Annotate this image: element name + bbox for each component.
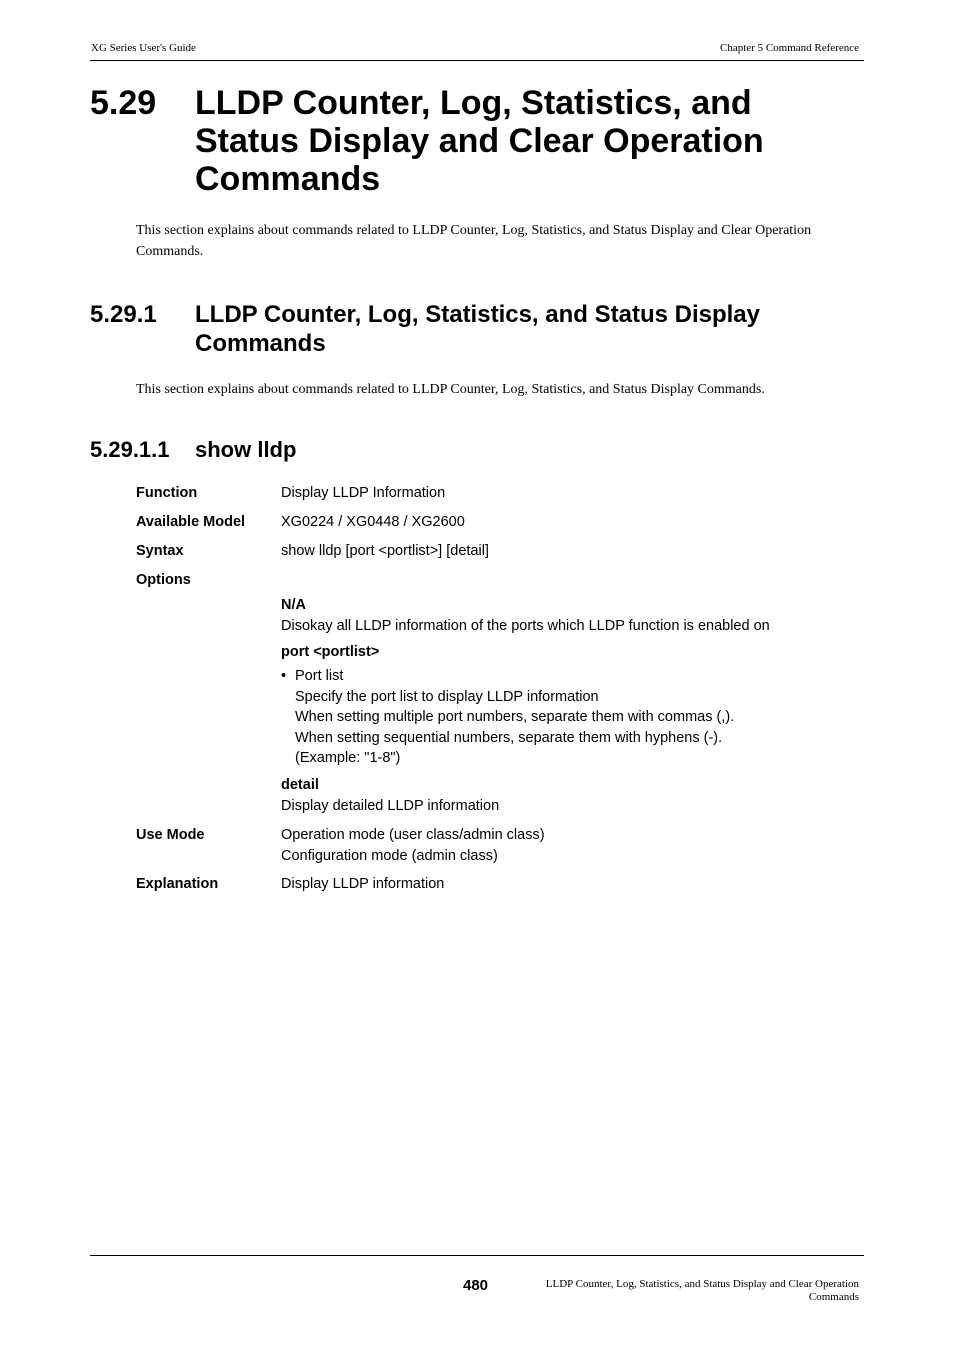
explanation-label: Explanation (136, 876, 219, 892)
usemode-value (281, 825, 545, 866)
port-line: Port list (295, 668, 344, 684)
running-footer-line: LLDP Counter, Log, Statistics, and Status Display and Clear Operation (545, 1278, 859, 1290)
port-line: (Example: "1-8") (295, 750, 401, 766)
model-value: XG0224 / XG0448 / XG2600 (281, 514, 465, 530)
options-label: Options (136, 572, 191, 588)
function-label: Function (136, 485, 198, 501)
syntax-label: Syntax (136, 543, 184, 559)
option-port-lines (295, 666, 835, 769)
section-number: 5.29 (90, 84, 157, 122)
section-intro: This section explains about commands related to LLDP Counter, Log, Statistics, and Status Display and Clear Operation Commands. (136, 223, 812, 259)
running-header-left: XG Series User's Guide (91, 42, 196, 54)
option-detail-description: Display detailed LLDP information (281, 798, 500, 814)
command-number: 5.29.1.1 (90, 437, 170, 462)
usemode-line: Operation mode (user class/admin class) (281, 827, 545, 843)
usemode-label: Use Mode (136, 827, 205, 843)
command-title: show lldp (195, 437, 297, 462)
option-na-description: Disokay all LLDP information of the ports which LLDP function is enabled on (281, 618, 770, 634)
function-value: Display LLDP Information (281, 485, 446, 501)
subsection-title: LLDP Counter, Log, Statistics, and Status Display Commands (195, 301, 760, 357)
usemode-line: Configuration mode (admin class) (281, 847, 498, 864)
subsection-intro: This section explains about commands related to LLDP Counter, Log, Statistics, and Status Display Commands. (136, 382, 765, 397)
section-title: LLDP Counter, Log, Statistics, and Status Display and Clear Operation Commands (195, 84, 764, 198)
port-line: When setting multiple port numbers, separate them with commas (,). (295, 709, 735, 725)
explanation-value: Display LLDP information (281, 876, 445, 892)
running-header-right: Chapter 5 Command Reference (720, 42, 859, 54)
port-line: When setting sequential numbers, separate them with hyphens (-). (295, 729, 723, 746)
port-line: Specify the port list to display LLDP information (295, 688, 599, 705)
syntax-value: show lldp [port <portlist>] [detail] (281, 543, 489, 559)
model-label: Available Model (136, 514, 246, 530)
bullet-marker: • (281, 668, 287, 684)
header-rule (90, 60, 864, 61)
footer-rule (90, 1255, 864, 1256)
running-footer (519, 1278, 859, 1304)
option-na-title: N/A (281, 597, 306, 613)
option-detail-title: detail (281, 777, 319, 793)
subsection-number: 5.29.1 (90, 301, 157, 328)
page-number: 480 (463, 1277, 489, 1294)
option-port-title: port <portlist> (281, 644, 380, 660)
running-footer-line: Commands (808, 1291, 859, 1303)
